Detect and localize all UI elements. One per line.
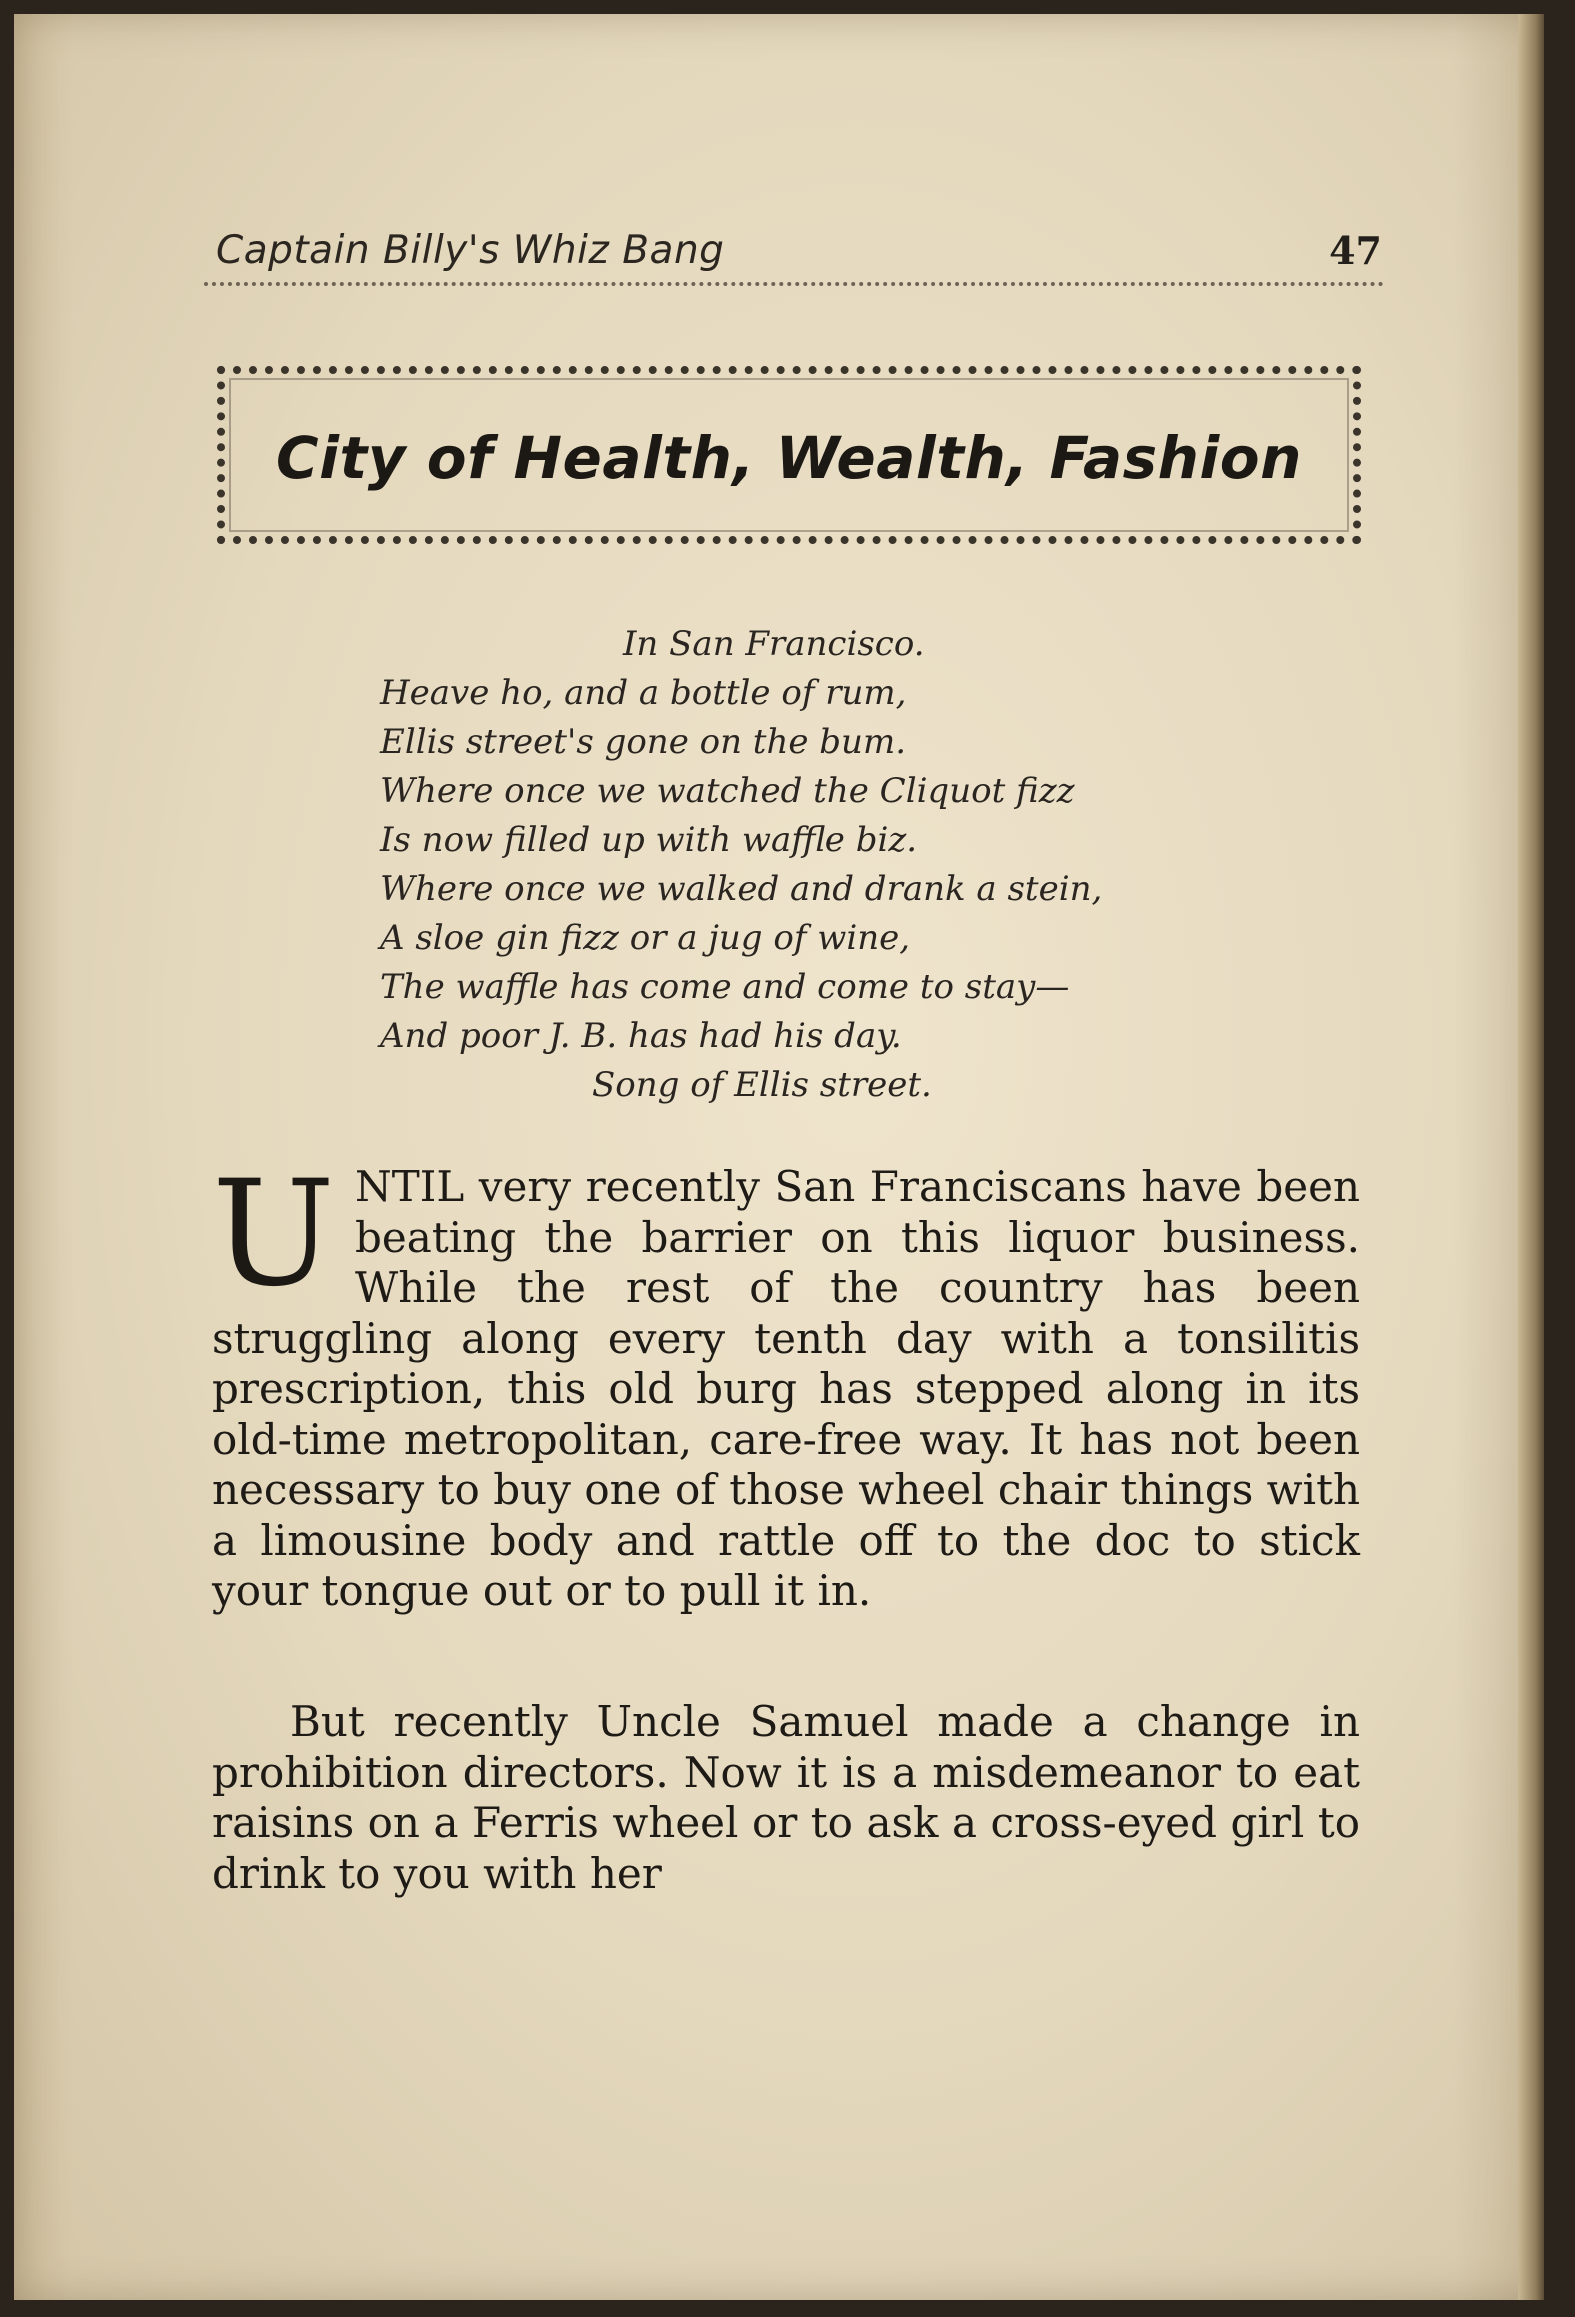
drop-cap: U [212,1149,336,1319]
poem-line: And poor J. B. has had his day. [380,1016,902,1056]
paragraph-text: NTIL very recently San Franciscans have been beating the barrier on this liquor business. While the rest of the country has been struggling along every tenth day with a tonsilitis prescription, this old burg has stepped along in its old-time metropolitan, care-free way. It has not been necessary to buy one of those wheel chair things with a limousine body and rattle off to the doc to stick your tongue out or to pull it in. [212,1162,1360,1615]
poem [380,620,1280,1110]
poem-attribution: Song of Ellis street. [592,1065,932,1105]
poem-line: Ellis street's gone on the bum. [380,722,907,762]
body-paragraph: But recently Uncle Samuel made a change in prohibition directors. Now it is a misdemeanor to eat raisins on a Ferris wheel or to ask a cross-eyed girl to drink to you with her [212,1697,1360,1898]
page-edge [1518,14,1544,2300]
body-paragraph [212,1149,1360,1617]
poem-line: The waffle has come and come to stay— [380,967,1070,1007]
poem-line: Heave ho, and a bottle of rum, [380,673,907,713]
poem-line: Where once we walked and drank a stein, [380,869,1103,909]
book-page [14,14,1544,2300]
poem-line: A sloe gin fizz or a jug of wine, [380,918,911,958]
magazine-title: Captain Billy's Whiz Bang [216,228,725,273]
poem-line: In San Francisco. [623,624,925,664]
article-title-box [217,366,1361,544]
running-head [204,222,1384,286]
poem-line: Where once we watched the Cliquot fizz [380,771,1075,811]
article-title: City of Health, Wealth, Fashion [276,424,1302,492]
page-number: 47 [1329,228,1382,273]
poem-line: Is now filled up with waffle biz. [380,820,918,860]
